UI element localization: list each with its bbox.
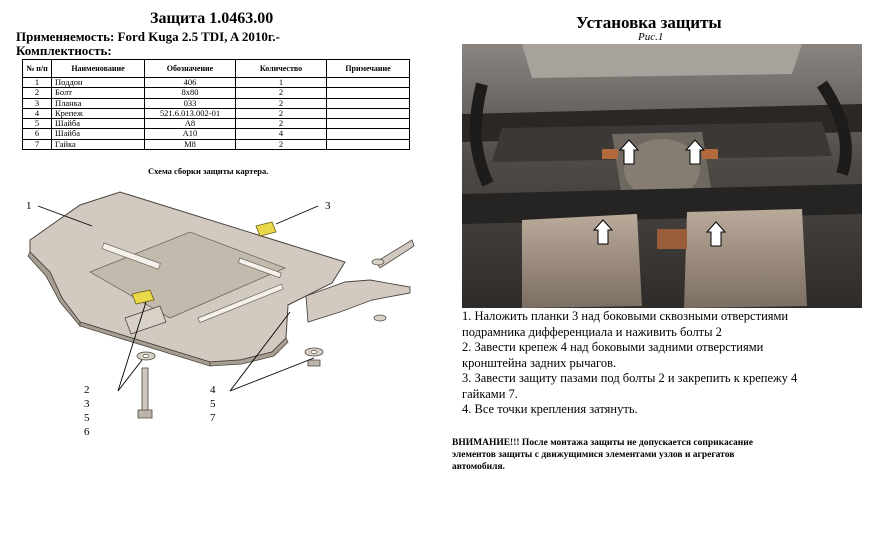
cell-number: 3 (23, 98, 52, 108)
cell-name: Поддон (52, 78, 145, 88)
cell-number: 4 (23, 108, 52, 118)
col-name: Наименование (52, 60, 145, 78)
warning-notice (452, 437, 864, 473)
cell-designation: 406 (145, 78, 236, 88)
step-line: 3. Завести защиту пазами под болты 2 и закрепить к крепежу 4 (462, 371, 798, 385)
cell-number: 5 (23, 119, 52, 129)
callout-2: 2 (84, 384, 90, 396)
cell-name: Крепеж (52, 108, 145, 118)
installation-steps (462, 309, 862, 418)
cell-quantity: 2 (236, 98, 327, 108)
table-row (23, 108, 410, 118)
col-note: Примечание (327, 60, 410, 78)
col-designation: Обозначение (145, 60, 236, 78)
cell-note (327, 119, 410, 129)
warning-line: элементов защиты с движущимися элементами узлов и агрегатов (452, 450, 735, 460)
callout-6: 6 (84, 426, 90, 438)
applicability-line: Применяемость: Ford Kuga 2.5 TDI, A 2010г.- (16, 29, 280, 44)
table-header-row (23, 60, 410, 78)
warning-line: автомобиля. (452, 462, 505, 472)
step-line: 4. Все точки крепления затянуть. (462, 402, 638, 416)
table-row (23, 78, 410, 88)
parts-table (22, 59, 410, 150)
cell-designation: M8 (145, 139, 236, 149)
installation-title: Установка защиты (576, 13, 722, 32)
cell-designation: 8x80 (145, 88, 236, 98)
cell-number: 7 (23, 139, 52, 149)
cell-note (327, 88, 410, 98)
cell-quantity: 2 (236, 139, 327, 149)
table-row (23, 139, 410, 149)
step-line: 2. Завести крепеж 4 над боковыми задними отверстиями (462, 340, 764, 354)
cell-designation: A8 (145, 119, 236, 129)
cell-quantity: 2 (236, 88, 327, 98)
assembly-diagram (0, 180, 440, 440)
table-row (23, 98, 410, 108)
warning-line: ВНИМАНИЕ!!! После монтажа защиты не допускается соприкасание (452, 438, 753, 448)
step-line: гайками 7. (462, 386, 518, 401)
callout-5-right: 5 (210, 398, 216, 410)
col-number: № п/п (23, 60, 52, 78)
cell-name: Гайка (52, 139, 145, 149)
figure-label: Рис.1 (638, 31, 664, 43)
cell-number: 2 (23, 88, 52, 98)
cell-name: Болт (52, 88, 145, 98)
cell-number: 6 (23, 129, 52, 139)
table-row (23, 88, 410, 98)
cell-quantity: 4 (236, 129, 327, 139)
callout-1: 1 (26, 200, 32, 212)
kit-label: Комплектность: (16, 43, 112, 58)
document-title: Защита 1.0463.00 (150, 10, 274, 27)
cell-number: 1 (23, 78, 52, 88)
table-row (23, 129, 410, 139)
step-line: кронштейна задних рычагов. (462, 355, 617, 370)
cell-name: Шайба (52, 119, 145, 129)
col-quantity: Количество (236, 60, 327, 78)
cell-designation: A10 (145, 129, 236, 139)
cell-note (327, 129, 410, 139)
skid-plate-drawing (28, 192, 414, 366)
callout-group-right (210, 383, 216, 425)
callout-5: 5 (84, 412, 90, 424)
cell-name: Шайба (52, 129, 145, 139)
cell-quantity: 1 (236, 78, 327, 88)
cell-note (327, 98, 410, 108)
installation-photo (462, 44, 862, 308)
cell-name: Планка (52, 98, 145, 108)
table-row (23, 119, 410, 129)
cell-note (327, 139, 410, 149)
callout-4: 4 (210, 384, 216, 396)
callout-3: 3 (325, 200, 331, 212)
step-line: подрамника дифференциала и наживить болты 2 (462, 324, 722, 339)
callout-3-lower: 3 (84, 398, 90, 410)
callout-7: 7 (210, 412, 216, 424)
cell-designation: 033 (145, 98, 236, 108)
cell-quantity: 2 (236, 108, 327, 118)
cell-quantity: 2 (236, 119, 327, 129)
cell-designation: 521.6.013.002-01 (145, 108, 236, 118)
cell-note (327, 108, 410, 118)
callout-group-left (84, 383, 90, 439)
diagram-caption: Схема сборки защиты картера. (148, 166, 269, 176)
cell-note (327, 78, 410, 88)
step-line: 1. Наложить планки 3 над боковыми сквозными отверстиями (462, 309, 789, 323)
